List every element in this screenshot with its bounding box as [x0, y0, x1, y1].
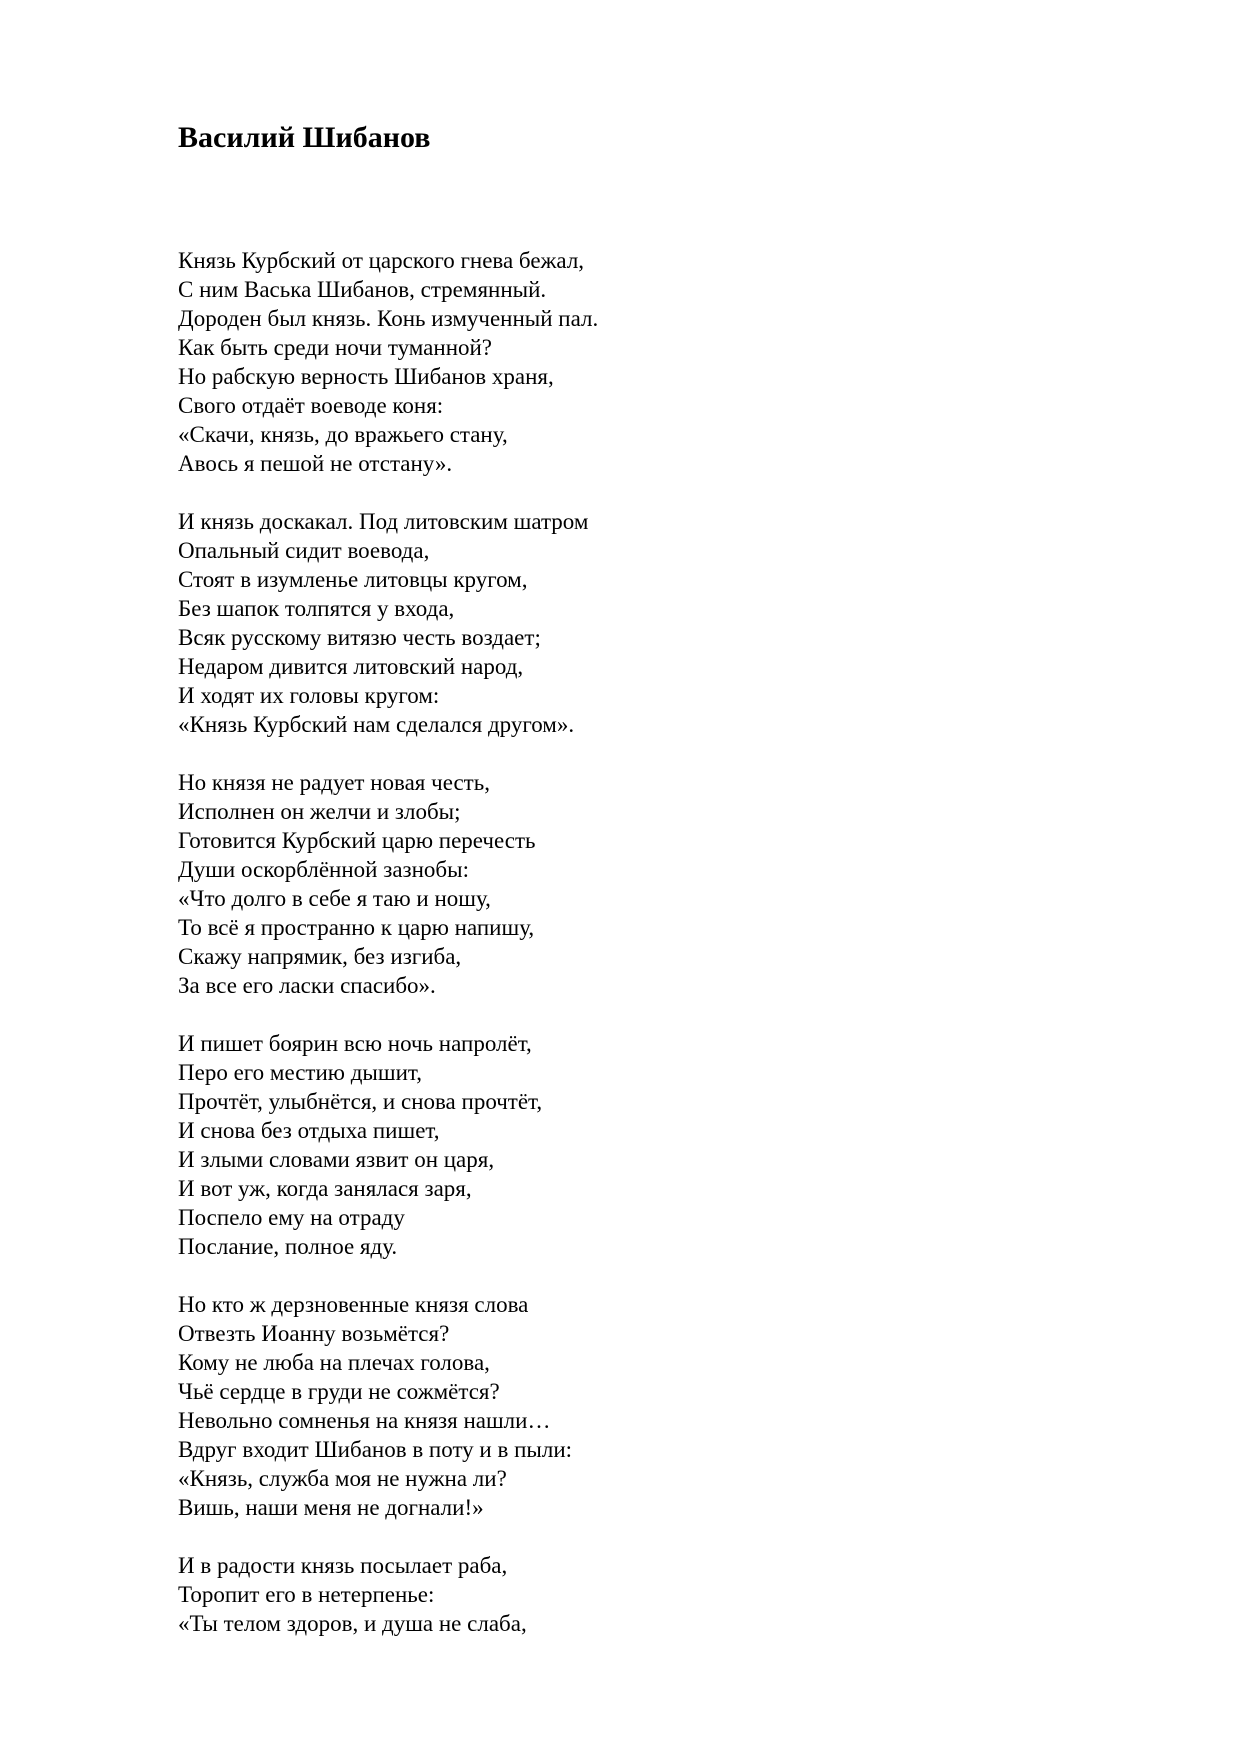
verse-line: Свого отдаёт воеводе коня: [178, 393, 444, 418]
verse-line: Но князя не радует новая честь, [178, 770, 490, 795]
verse-line: Авось я пешой не отстану». [178, 451, 453, 476]
verse-line: «Князь Курбский нам сделался другом». [178, 712, 575, 737]
verse-line: «Ты телом здоров, и душа не слаба, [178, 1611, 527, 1636]
verse-line: «Князь, служба моя не нужна ли? [178, 1466, 507, 1491]
verse-line: Кому не люба на плечах голова, [178, 1350, 490, 1375]
verse-line: И вот уж, когда занялася заря, [178, 1176, 472, 1201]
stanza-5 [178, 1290, 1178, 1522]
verse-line: И пишет боярин всю ночь напролёт, [178, 1031, 532, 1056]
verse-line: И князь доскакал. Под литовским шатром [178, 509, 589, 534]
stanza-4 [178, 1029, 1178, 1261]
verse-line: Дороден был князь. Конь измученный пал. [178, 306, 599, 331]
verse-line: Отвезть Иоанну возьмётся? [178, 1321, 450, 1346]
verse-line: Готовится Курбский царю перечесть [178, 828, 536, 853]
verse-line: Как быть среди ночи туманной? [178, 335, 493, 360]
verse-line: Но рабскую верность Шибанов храня, [178, 364, 554, 389]
poem-title: Василий Шибанов [178, 121, 431, 154]
verse-line: Опальный сидит воевода, [178, 538, 430, 563]
stanza-6 [178, 1551, 1178, 1638]
stanza-1 [178, 246, 1178, 478]
verse-line: Князь Курбский от царского гнева бежал, [178, 248, 585, 273]
verse-line: «Скачи, князь, до вражьего стану, [178, 422, 508, 447]
verse-line: Послание, полное яду. [178, 1234, 398, 1259]
verse-line: И злыми словами язвит он царя, [178, 1147, 495, 1172]
poem-body [178, 246, 1178, 1667]
verse-line: Прочтёт, улыбнётся, и снова прочтёт, [178, 1089, 543, 1114]
verse-line: Вишь, наши меня не догнали!» [178, 1495, 484, 1520]
verse-line: Невольно сомненья на князя нашли… [178, 1408, 551, 1433]
verse-line: Но кто ж дерзновенные князя слова [178, 1292, 529, 1317]
verse-line: И снова без отдыха пишет, [178, 1118, 440, 1143]
stanza-2 [178, 507, 1178, 739]
verse-line: С ним Васька Шибанов, стремянный. [178, 277, 547, 302]
verse-line: Всяк русскому витязю честь воздает; [178, 625, 541, 650]
verse-line: Чьё сердце в груди не сожмётся? [178, 1379, 500, 1404]
verse-line: Души оскорблённой зазнобы: [178, 857, 469, 882]
verse-line: Без шапок толпятся у входа, [178, 596, 455, 621]
verse-line: Вдруг входит Шибанов в поту и в пыли: [178, 1437, 573, 1462]
verse-line: Перо его местию дышит, [178, 1060, 422, 1085]
verse-line: Торопит его в нетерпенье: [178, 1582, 435, 1607]
verse-line: Стоят в изумленье литовцы кругом, [178, 567, 528, 592]
verse-line: «Что долго в себе я таю и ношу, [178, 886, 491, 911]
verse-line: Поспело ему на отраду [178, 1205, 405, 1230]
verse-line: Скажу напрямик, без изгиба, [178, 944, 462, 969]
verse-line: То всё я пространно к царю напишу, [178, 915, 535, 940]
verse-line: И в радости князь посылает раба, [178, 1553, 508, 1578]
verse-line: За все его ласки спасибо». [178, 973, 436, 998]
verse-line: И ходят их головы кругом: [178, 683, 440, 708]
verse-line: Недаром дивится литовский народ, [178, 654, 524, 679]
verse-line: Исполнен он желчи и злобы; [178, 799, 461, 824]
stanza-3 [178, 768, 1178, 1000]
